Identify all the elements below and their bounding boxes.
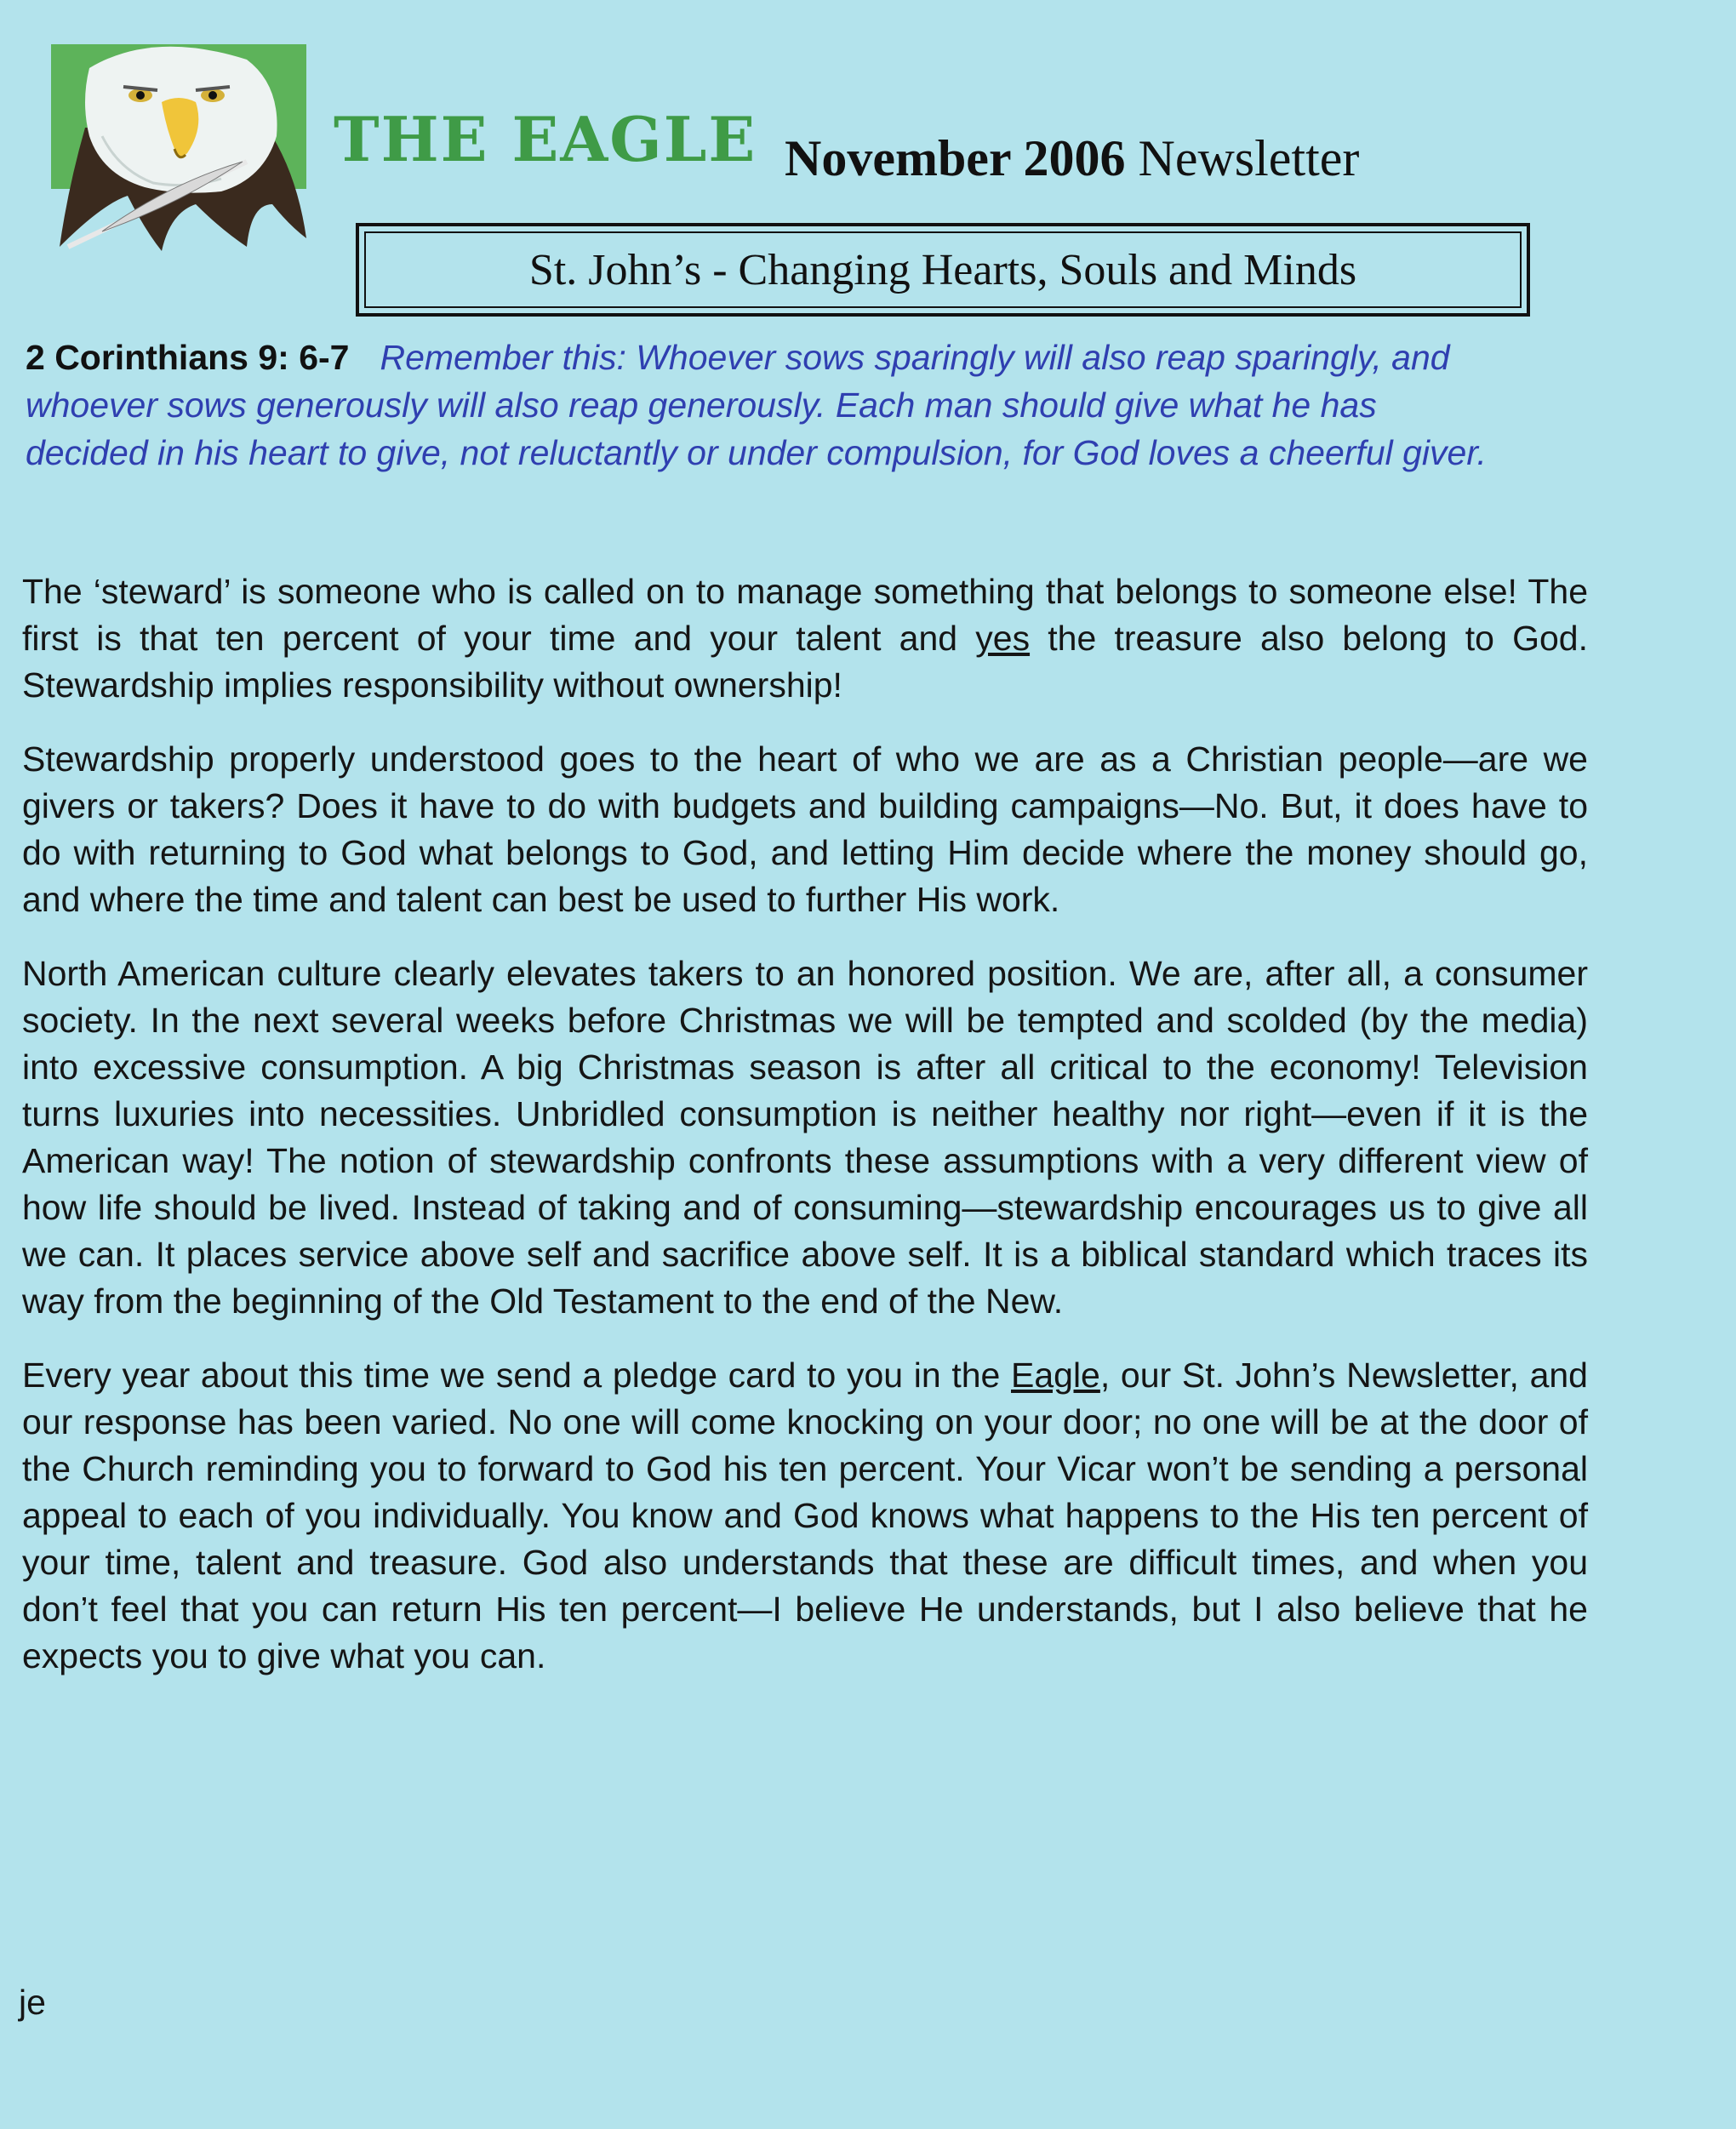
- paragraph-2: Stewardship properly understood goes to the heart of who we are as a Christian people—are we givers or takers? Does it have to do with budgets and building campaigns—No. But, it does have to do with returning to God what belongs to God, and letting Him decide where the money should go, and where the time and talent can best be used to further His work.: [22, 739, 1588, 919]
- issue-label: Newsletter: [1138, 130, 1360, 186]
- newsletter-brand: THE EAGLE: [334, 103, 757, 175]
- verse-text: Remember this: Whoever sows sparingly will also reap sparingly, and whoever sows generously will also reap generously. Each man should give what he has decided in his heart to give, not reluctantly or under compulsion, for God loves a cheerful giver.: [26, 338, 1487, 472]
- scripture-verse: [26, 334, 1506, 477]
- paragraph-1: [22, 568, 1588, 709]
- underlined-word-yes: yes: [975, 619, 1031, 658]
- tagline-frame: [356, 223, 1530, 317]
- author-initials: je: [19, 1983, 46, 2022]
- verse-reference: 2 Corinthians 9: 6-7: [26, 338, 350, 377]
- paragraph-4-text-b: , our St. John’s Newsletter, and our response has been varied. No one will come knocking on your door; no one will be at the door of the Church reminding you to forward to God his ten percent. Your Vicar won’t be sending a personal appeal to each of you individually. You know and God knows what happens to the His ten percent of your time, talent and treasure. God also understands that these are difficult times, and when you don’t feel that you can return His ten percent—I believe He understands, but I also believe that he expects you to give what you can.: [22, 1356, 1588, 1675]
- issue-title: [785, 130, 1360, 186]
- underlined-word-eagle: Eagle: [1011, 1356, 1100, 1395]
- article-body: [22, 568, 1588, 1707]
- tagline: St. John’s - Changing Hearts, Souls and Minds: [364, 231, 1522, 308]
- paragraph-4-text-a: Every year about this time we send a pledge card to you in the: [22, 1356, 1011, 1395]
- paragraph-1-text-a: The ‘steward’ is someone who is called on to manage something that belongs to someone else! The first is that ten percent of your time and your talent and: [22, 572, 1588, 658]
- eagle-head-icon: [51, 34, 315, 255]
- issue-month: November 2006: [785, 130, 1126, 186]
- paragraph-3: North American culture clearly elevates takers to an honored position. We are, after all, a consumer society. In the next several weeks before Christmas we will be tempted and scolded (by the media) into excessive consumption. A big Christmas season is after all critical to the economy! Television turns luxuries into necessities. Unbridled consumption is neither healthy nor right—even if it is the American way! The notion of stewardship confronts these assumptions with a very different view of how life should be lived. Instead of taking and of consuming—stewardship encourages us to give all we can. It places service above self and sacrifice above self. It is a biblical standard which traces its way from the beginning of the Old Testament to the end of the New.: [22, 954, 1588, 1321]
- paragraph-1-text-b: the treasure also belong to God. Stewardship implies responsibility without ownership!: [22, 619, 1588, 705]
- paragraph-4: [22, 1352, 1588, 1680]
